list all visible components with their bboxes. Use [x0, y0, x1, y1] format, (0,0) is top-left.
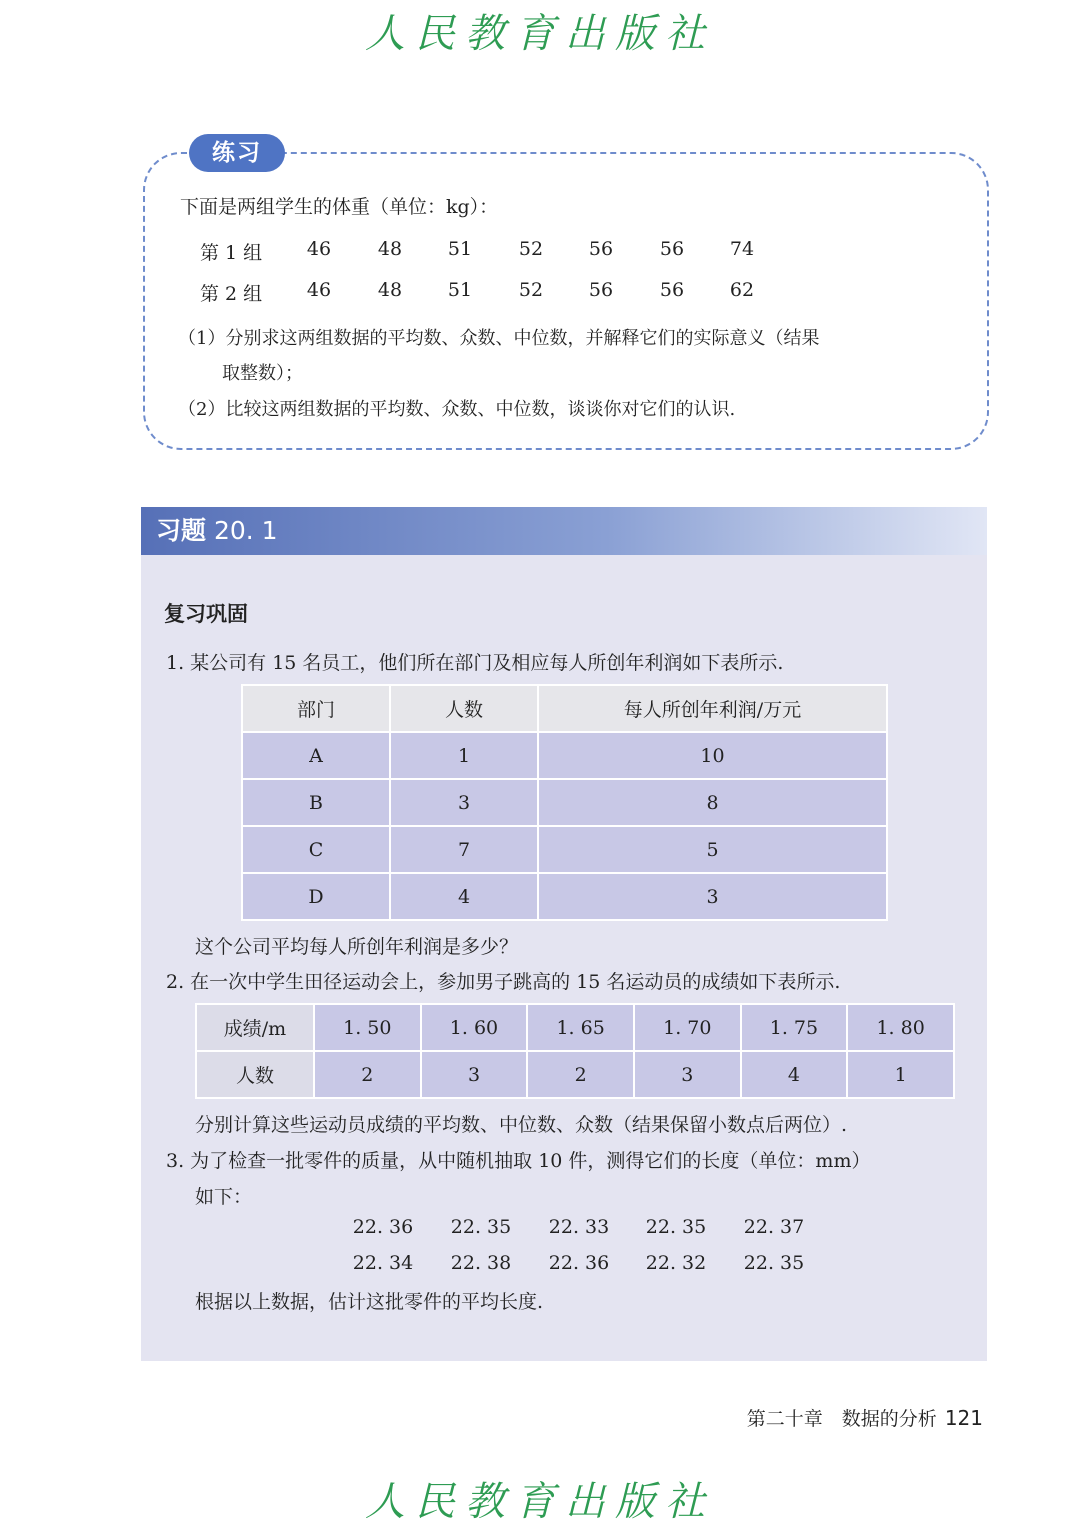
group2-value: 56 [588, 279, 614, 301]
table-cell: C [242, 826, 390, 873]
practice-tag: 练习 [189, 134, 285, 172]
table-cell: 3 [390, 779, 538, 826]
table-cell: 1. 75 [741, 1004, 848, 1051]
table-cell: 4 [741, 1051, 848, 1098]
page-number: 121 [944, 1406, 983, 1430]
table-cell: 3 [538, 873, 887, 920]
chapter-title: 第二十章 数据的分析 [746, 1408, 937, 1430]
table-cell: 2 [314, 1051, 421, 1098]
table-cell: D [242, 873, 390, 920]
problem-1-text: 1. 某公司有 15 名员工，他们所在部门及相应每人所创年利润如下表所示. [166, 652, 784, 674]
length-value: 22. 35 [743, 1252, 805, 1274]
group2-value: 56 [659, 279, 685, 301]
practice-q1-line2: 取整数）； [222, 363, 303, 384]
table-header-row [242, 685, 887, 732]
group2-value: 62 [729, 279, 755, 301]
group1-value: 48 [377, 238, 403, 260]
publisher-logo-top: 人民教育出版社 [365, 11, 715, 57]
publisher-logo-bottom: 人民教育出版社 [365, 1479, 715, 1525]
group1-value: 52 [518, 238, 544, 260]
page-footer [700, 1404, 983, 1431]
group2-value: 48 [377, 279, 403, 301]
exercise-title: 习题 [156, 516, 207, 545]
table-cell: 2 [527, 1051, 634, 1098]
practice-q2: （2）比较这两组数据的平均数、众数、中位数，谈谈你对它们的认识. [178, 399, 736, 420]
table-cell: 4 [390, 873, 538, 920]
table-row [242, 732, 887, 779]
table-row [196, 1004, 954, 1051]
practice-q1-line1: （1）分别求这两组数据的平均数、众数、中位数，并解释它们的实际意义（结果 [178, 328, 820, 349]
table-cell: 1. 70 [634, 1004, 741, 1051]
problem-2-question: 分别计算这些运动员成绩的平均数、中位数、众数（结果保留小数点后两位）. [195, 1114, 848, 1136]
table-row [196, 1051, 954, 1098]
length-value: 22. 36 [352, 1216, 414, 1238]
practice-intro: 下面是两组学生的体重（单位：kg）： [180, 196, 499, 218]
table-cell: 1 [847, 1051, 954, 1098]
table-row-label: 成绩/m [196, 1004, 314, 1051]
length-value: 22. 32 [645, 1252, 707, 1274]
exercise-number: 20. 1 [213, 516, 278, 545]
group1-value: 56 [588, 238, 614, 260]
problem-1-question: 这个公司平均每人所创年利润是多少？ [195, 936, 519, 958]
length-value: 22. 33 [548, 1216, 610, 1238]
high-jump-table [195, 1003, 955, 1099]
problem-3-line1: 3. 为了检查一批零件的质量，从中随机抽取 10 件，测得它们的长度（单位：mm） [166, 1150, 871, 1172]
length-value: 22. 34 [352, 1252, 414, 1274]
group2-value: 51 [447, 279, 473, 301]
table-cell: 1. 60 [421, 1004, 528, 1051]
table-cell: 1 [390, 732, 538, 779]
profit-table [241, 684, 888, 921]
table-cell: 7 [390, 826, 538, 873]
table-cell: 10 [538, 732, 887, 779]
problem-2-text: 2. 在一次中学生田径运动会上，参加男子跳高的 15 名运动员的成绩如下表所示. [166, 971, 841, 993]
length-value: 22. 35 [450, 1216, 512, 1238]
table-cell: 8 [538, 779, 887, 826]
table-cell: 1. 50 [314, 1004, 421, 1051]
table-cell: 1. 65 [527, 1004, 634, 1051]
group2-value: 52 [518, 279, 544, 301]
exercise-header [141, 507, 987, 555]
group1-value: 56 [659, 238, 685, 260]
table-cell: 3 [421, 1051, 528, 1098]
length-value: 22. 36 [548, 1252, 610, 1274]
table-row [242, 826, 887, 873]
length-value: 22. 35 [645, 1216, 707, 1238]
length-value: 22. 38 [450, 1252, 512, 1274]
table-header: 部门 [242, 685, 390, 732]
section-heading: 复习巩固 [164, 602, 248, 626]
problem-3-line2: 如下： [195, 1186, 253, 1208]
group1-label: 第 1 组 [200, 242, 263, 264]
table-cell: 5 [538, 826, 887, 873]
group2-value: 46 [306, 279, 332, 301]
table-cell: A [242, 732, 390, 779]
problem-3-question: 根据以上数据，估计这批零件的平均长度. [195, 1291, 544, 1313]
group1-value: 74 [729, 238, 755, 260]
table-cell: 1. 80 [847, 1004, 954, 1051]
group2-label: 第 2 组 [200, 283, 263, 305]
table-row [242, 779, 887, 826]
group1-value: 46 [306, 238, 332, 260]
table-cell: 3 [634, 1051, 741, 1098]
table-cell: B [242, 779, 390, 826]
table-header: 每人所创年利润/万元 [538, 685, 887, 732]
table-row [242, 873, 887, 920]
table-row-label: 人数 [196, 1051, 314, 1098]
table-header: 人数 [390, 685, 538, 732]
length-value: 22. 37 [743, 1216, 805, 1238]
group1-value: 51 [447, 238, 473, 260]
